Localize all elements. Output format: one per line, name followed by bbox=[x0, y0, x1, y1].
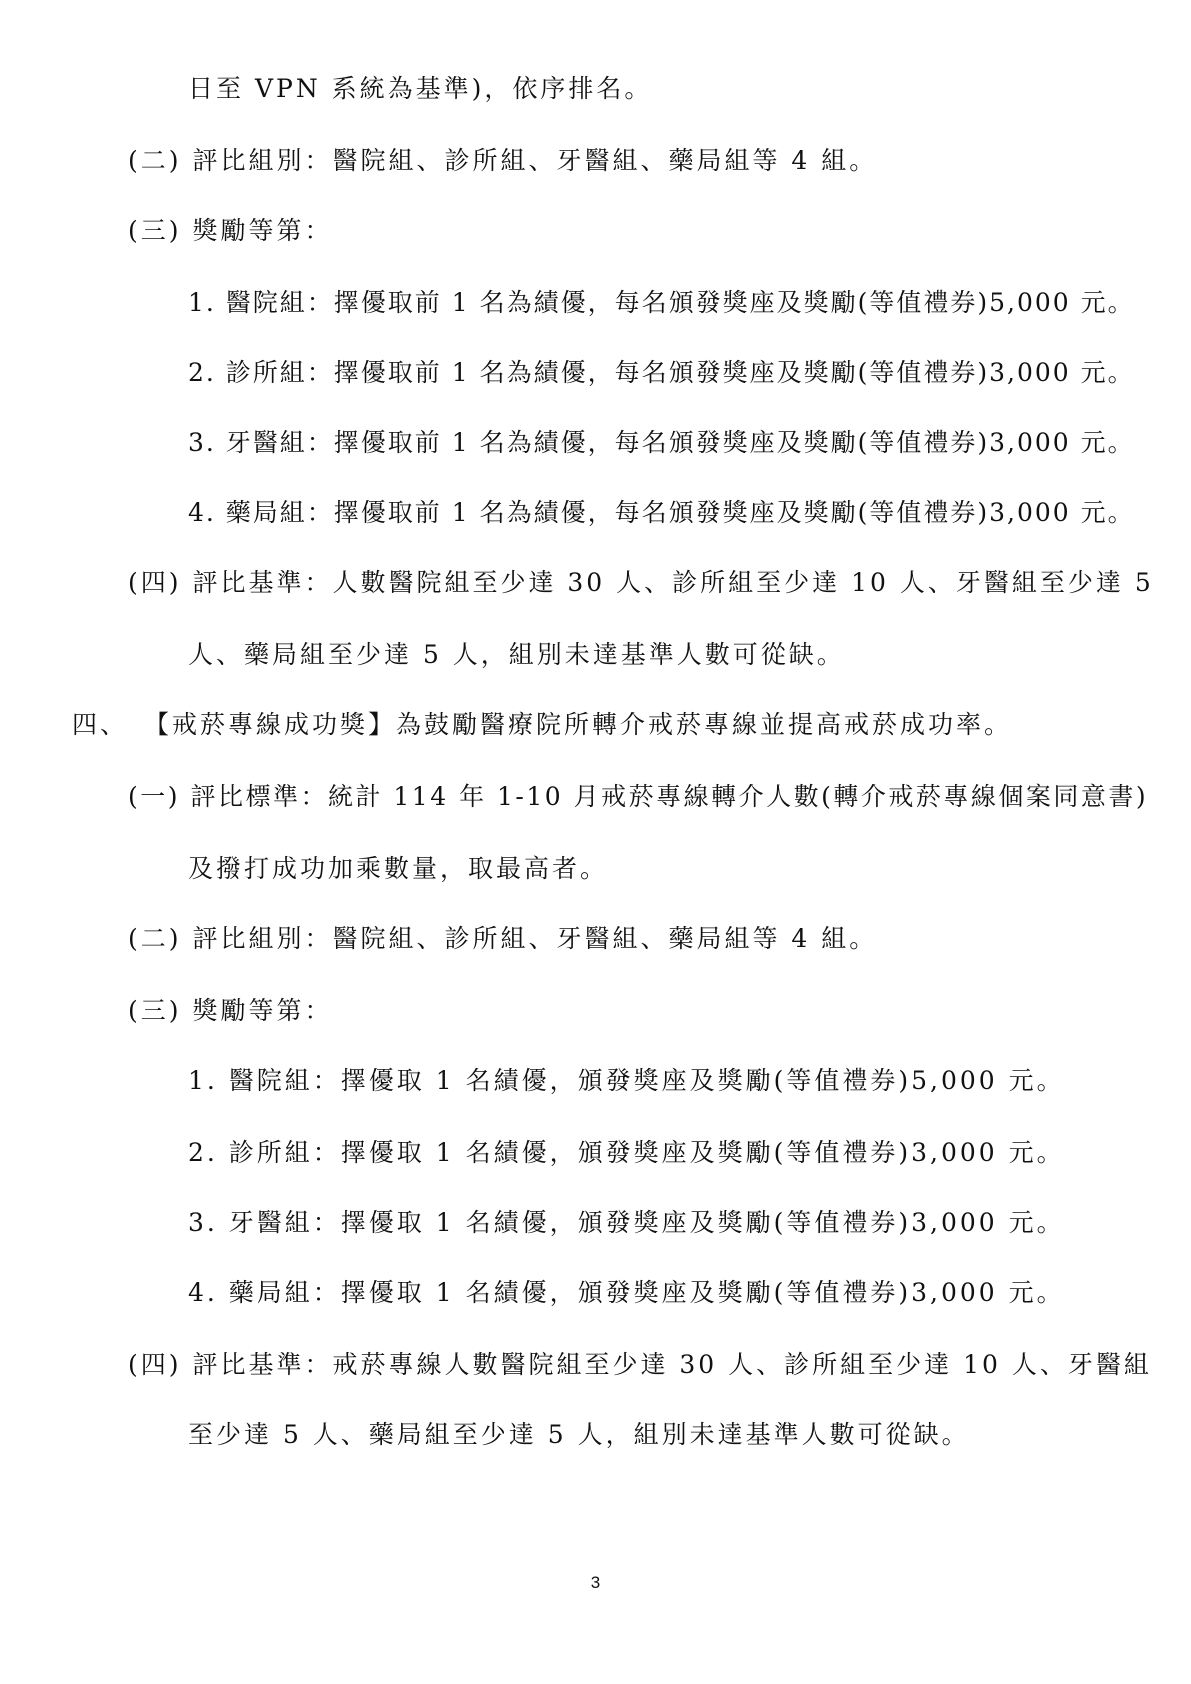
section-4-heading bbox=[72, 708, 1012, 742]
section-4-number: 四、 bbox=[72, 710, 129, 739]
part-a-sub2-evaluation-groups: (二) 評比組別：醫院組、診所組、牙醫組、藥局組等 4 組。 bbox=[128, 146, 878, 175]
section-4-sub4-criteria-line2: 至少達 5 人、藥局組至少達 5 人，組別未達基準人數可從缺。 bbox=[188, 1420, 970, 1449]
section-4-award-item-hospital: 1. 醫院組：擇優取 1 名績優，頒發獎座及獎勵(等值禮券)5,000 元。 bbox=[188, 1066, 1065, 1095]
part-a-sub4-criteria-line1: (四) 評比基準：人數醫院組至少達 30 人、診所組至少達 10 人、牙醫組至少達 5 bbox=[128, 568, 1154, 597]
section-4-award-item-pharmacy: 4. 藥局組：擇優取 1 名績優，頒發獎座及獎勵(等值禮券)3,000 元。 bbox=[188, 1278, 1065, 1307]
section-4-award-item-clinic: 2. 診所組：擇優取 1 名績優，頒發獎座及獎勵(等值禮券)3,000 元。 bbox=[188, 1138, 1065, 1167]
part-a-sub4-criteria-line2: 人、藥局組至少達 5 人，組別未達基準人數可從缺。 bbox=[188, 640, 845, 669]
section-4-sub2-evaluation-groups: (二) 評比組別：醫院組、診所組、牙醫組、藥局組等 4 組。 bbox=[128, 924, 878, 953]
part-a-sub3-award-levels: (三) 獎勵等第： bbox=[128, 216, 333, 245]
page-number: 3 bbox=[590, 1573, 601, 1592]
section-4-sub4-criteria-line1: (四) 評比基準：戒菸專線人數醫院組至少達 30 人、診所組至少達 10 人、牙醫組 bbox=[128, 1350, 1152, 1379]
section-4-sub3-award-levels: (三) 獎勵等第： bbox=[128, 996, 333, 1025]
part-a-award-item-pharmacy: 4. 藥局組：擇優取前 1 名為績優，每名頒發獎座及獎勵(等值禮券)3,000 元。 bbox=[188, 498, 1135, 527]
part-a-award-item-dental: 3. 牙醫組：擇優取前 1 名為績優，每名頒發獎座及獎勵(等值禮券)3,000 元。 bbox=[188, 428, 1135, 457]
continued-text-line: 日至 VPN 系統為基準)，依序排名。 bbox=[188, 74, 653, 103]
section-4-title: 【戒菸專線成功獎】為鼓勵醫療院所轉介戒菸專線並提高戒菸成功率。 bbox=[144, 710, 1013, 739]
part-a-award-item-hospital: 1. 醫院組：擇優取前 1 名為績優，每名頒發獎座及獎勵(等值禮券)5,000 元。 bbox=[188, 288, 1135, 317]
section-4-sub1-standard-line2: 及撥打成功加乘數量，取最高者。 bbox=[188, 854, 609, 883]
section-4-sub1-standard-line1: (一) 評比標準：統計 114 年 1-10 月戒菸專線轉介人數(轉介戒菸專線個案同意書) bbox=[128, 782, 1149, 811]
part-a-award-item-clinic: 2. 診所組：擇優取前 1 名為績優，每名頒發獎座及獎勵(等值禮券)3,000 元。 bbox=[188, 358, 1135, 387]
section-4-award-item-dental: 3. 牙醫組：擇優取 1 名績優，頒發獎座及獎勵(等值禮券)3,000 元。 bbox=[188, 1208, 1065, 1237]
